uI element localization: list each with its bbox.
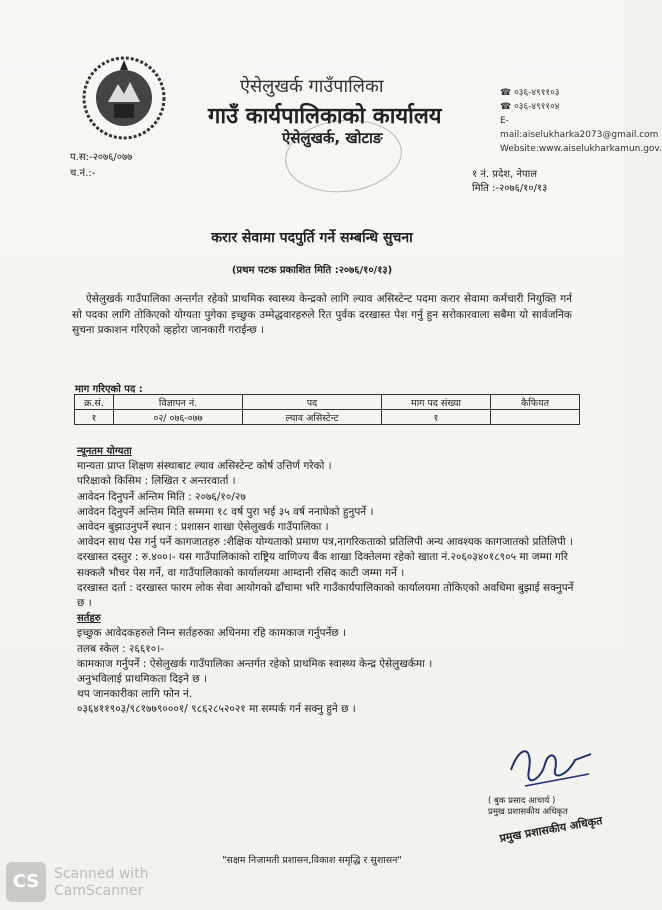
table-row [75,410,580,425]
municipality-name: ऐसेलुखर्क गाउँपालिका [240,76,384,97]
watermark-line2: CamScanner [54,883,144,899]
col-remarks: कैफियत [491,395,580,410]
cell-ad-number: ०२/ ०७६-०७७ [114,410,243,425]
notice-title: करार सेवामा पदपुर्ति गर्ने सम्बन्धि सुचना [211,230,413,246]
terms-heading: सर्तहरु [77,613,101,625]
info-label: थप जानकारीका लागि फोन नं. [77,688,193,701]
camscanner-logo: CS [6,862,46,902]
work-location: कामकाज गर्नुपर्ने : ऐसेलुखर्क गाउँपालिका अन्तर्गत रहेको प्राथमिक स्वास्थ्य केन्द्र ऐसेलुखर्कमा । [77,657,433,670]
posts-table [74,394,580,425]
reference-block [70,150,132,182]
footer-slogan: "सक्षम निजामती प्रशासन,विकाश समृद्धि र सुशासन" [222,855,402,866]
contact-block [500,86,662,156]
signatory-name: ( बुक प्रसाद आचार्य ) [488,796,556,806]
experience-priority: अनुभविलाई प्राथमिकता दिइने छ । [77,673,207,686]
cell-serial: १ [75,410,114,425]
office-name: गाउँ कार्यपालिकाको कार्यालय [208,104,442,129]
contact-phones: ०३६४११९०३/९८१७७९०००१/ ९८६२८५२०२१ मा सम्पर्क गर्न सक्नु हुने छ । [77,703,356,716]
min-qual-heading: न्यूनतम योग्यता [77,446,132,457]
cn-number: च.नं.:- [70,168,96,179]
col-ad-number: विज्ञापन नं. [114,395,243,410]
details-section [77,444,575,718]
posts-label: माग गरिएको पद : [75,384,143,395]
col-count: माग पद संख्या [382,395,491,410]
age-limit: आवेदन दिनुपर्ने अन्तिम मिति सम्ममा १८ वर्ष पुरा भई ३५ वर्ष ननाघेको हुनुपर्ने । [77,505,374,518]
signatory-block [488,796,568,818]
col-serial: क्र.सं. [75,395,114,410]
camscanner-watermark [54,866,149,900]
application-fee: दरखास्त दस्तुर : रु.४००।- यस गाउँपालिकाको राष्ट्रिय वाणिज्य बैंक शाखा दिक्तेलमा रहेको खाता नं.२०६०३४०१८९०५ मा जम्मा गरि सक्कलै भौचर पेस गर्ने, वा गाउँपालिकाको कार्यालयमा आम्दानी रसिद काटी जम्मा गर्ने । [77,551,568,579]
cell-count: १ [382,410,491,425]
registration: दरखास्त दर्ता : दरखास्त फारम लोक सेवा आयोगको ढाँचामा भरि गाउँकार्यपालिकाको कार्यालयमा तोकिएको अवधिमा बुझाई सक्नुपर्ने छ । [77,581,574,610]
province: १ नं. प्रदेश, नेपाल [472,169,538,180]
required-documents: आवेदन साथ पेस गर्नु पर्ने कागजातहरु :शैक्षिक योग्यताको प्रमाण पत्र,नागरिकताको प्रतिलिपी अन्य आवश्यक कागजातको प्रतिलिपी । [77,536,573,549]
date-block [472,168,547,196]
min-qual-text: मान्यता प्राप्त शिक्षण संस्थाबाट ल्याव असिस्टेन्ट कोर्ष उत्तिर्ण गरेको । [77,460,332,473]
salary-scale: तलब स्केल : २६६१०।- [77,642,164,655]
website: Website:www.aiselukharkamun.gov. [500,144,662,154]
terms-text: इच्छुक आवेदकहरुले निम्न सर्तहरुका अधिनमा रहि कामकाज गर्नुपर्नेछ । [77,627,347,640]
deadline: आवेदन दिनुपर्ने अन्तिम मिति : २०७६/१०/२७ [77,490,246,503]
signatory-role: प्रमुख प्रशासकीय अधिकृत [488,807,568,817]
issue-date: मिति :-२०७६/१०/१३ [472,183,548,194]
col-post: पद [243,395,382,410]
watermark-line1: Scanned with [54,866,149,882]
phone-2: ☎ ०३६-४९११०४ [500,100,662,114]
email: E-mail:aiselukharka2073@gmail.com [500,116,659,140]
notice-paragraph: ऐसेलुखर्क गाउँपालिका अन्तर्गत रहेको प्राथमिक स्वास्थ्य केन्द्रको लागि ल्याव असिस्टेन्ट पदमा करार सेवामा कर्मचारी नियुक्ति गर्न सो पदका लागि तोकिएको योग्यता पुगेका इच्छुक उम्मेद्धवारहरुले रित पुर्वक दरखास्त पेश गर्नु हुन सरोकारवाला सबैमा यो सार्वजनिक सुचना प्रकाशन गरिएको व्हहोरा जानकारी गराईन्छ । [72,293,572,336]
table-header-row [75,395,580,410]
cell-remarks [491,410,580,425]
ps-number: प.स:-२०७६/०७७ [70,152,133,163]
handwritten-signature [505,740,595,800]
cell-post: ल्याव असिस्टेन्ट [243,410,382,425]
exam-type: परिक्षाको किसिम : लिखित र अन्तरवार्ता । [77,475,236,488]
phone-1: ☎ ०३६-४९११०३ [500,86,662,100]
role-stamp: प्रमुख प्रशासकीय अधिकृत [498,814,604,845]
nepal-government-emblem [78,52,170,144]
notice-subtitle: (प्रथम पटक प्रकाशित मिति :२०७६/१०/१३) [231,265,393,276]
submission-place: आवेदन बुझाउनुपर्ने स्थान : प्रशासन शाखा ऐसेलुखर्क गाउँपालिका । [77,521,329,534]
office-location: ऐसेलुखर्क, खोटाङ [282,129,383,147]
